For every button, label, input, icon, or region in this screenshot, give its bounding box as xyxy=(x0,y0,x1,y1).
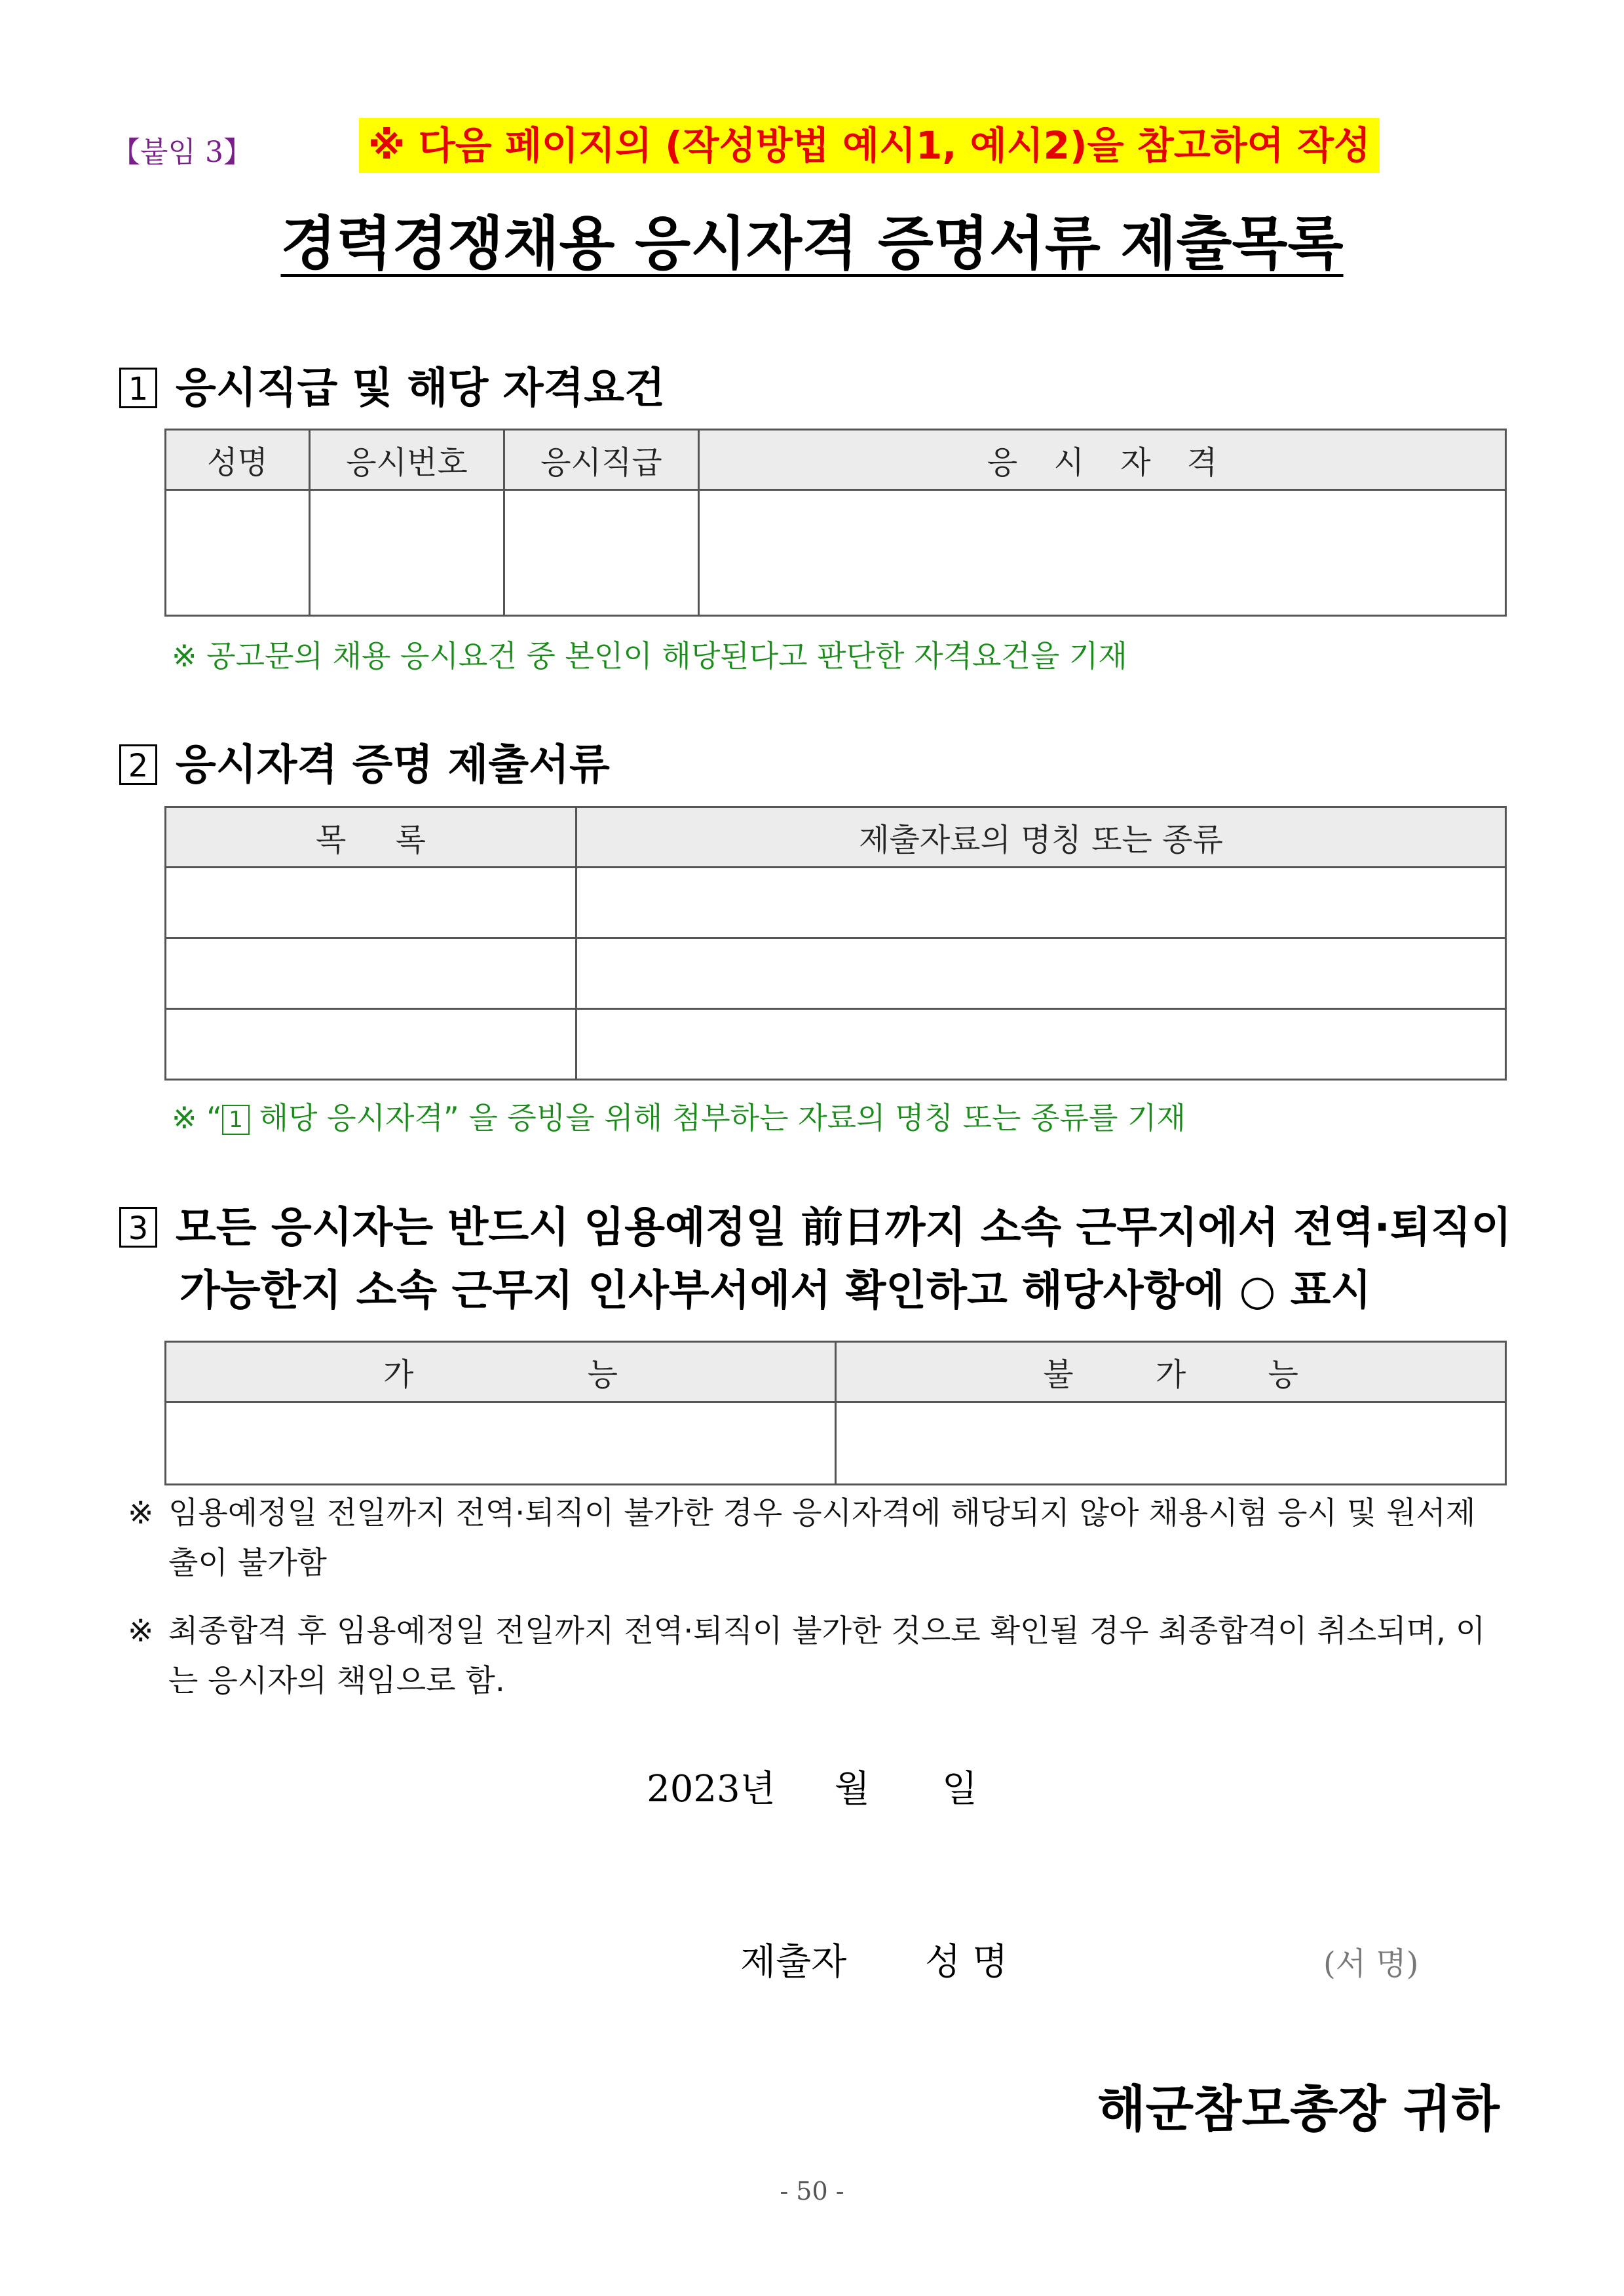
col-name: 성명 xyxy=(166,430,310,490)
document-name-cell[interactable] xyxy=(576,868,1506,938)
section2-note-suffix: 해당 응시자격” 을 증빙을 위해 첨부하는 자료의 명칭 또는 종류를 기재 xyxy=(250,1100,1186,1136)
submitter-line xyxy=(740,1933,1008,1985)
possible-cell[interactable] xyxy=(166,1402,836,1485)
col-impossible: 불 가 능 xyxy=(836,1342,1506,1402)
section2-heading xyxy=(119,734,610,797)
attachment-label: 【붙임 3】 xyxy=(111,136,252,169)
section3-heading-line2: 가능한지 소속 근무지 인사부서에서 확인하고 해당사항에 ○ 표시 xyxy=(179,1267,1372,1315)
section3-note-1-text: 임용예정일 전일까지 전역·퇴직이 불가한 경우 응시자격에 해당되지 않아 채용시험 응시 및 원서제출이 불가함 xyxy=(168,1495,1476,1581)
date-month: 월 xyxy=(834,1768,870,1810)
section2-note-ref: 1 xyxy=(222,1105,250,1135)
col-exam-number: 응시번호 xyxy=(310,430,504,490)
documents-table xyxy=(164,806,1507,1081)
recipient: 해군참모총장 귀하 xyxy=(1097,2080,1500,2138)
note-mark: ※ xyxy=(128,1613,154,1649)
list-cell[interactable] xyxy=(166,1009,576,1080)
section1-heading xyxy=(119,357,665,420)
table-row xyxy=(166,868,1506,938)
section3-note-2-text: 최종합격 후 임용예정일 전일까지 전역·퇴직이 불가한 것으로 확인될 경우 최종합격이 취소되며, 이는 응시자의 책임으로 함. xyxy=(168,1613,1486,1699)
section3-heading-text-a: 모든 응시자는 반드시 임용예정일 xyxy=(176,1204,801,1252)
discharge-table xyxy=(164,1341,1507,1485)
submission-date xyxy=(0,1760,1624,1812)
list-cell[interactable] xyxy=(166,938,576,1009)
page-number: - 50 - xyxy=(780,2177,844,2206)
section3-heading xyxy=(119,1196,1511,1322)
table-row xyxy=(166,938,1506,1009)
note-mark: ※ xyxy=(128,1495,154,1531)
impossible-cell[interactable] xyxy=(836,1402,1506,1485)
section1-note: ※ 공고문의 채용 응시요건 중 본인이 해당된다고 판단한 자격요건을 기재 xyxy=(172,638,1127,674)
submitter-label: 제출자 xyxy=(740,1941,847,1983)
document-title-text: 경력경쟁채용 응시자격 증명서류 제출목록 xyxy=(280,210,1344,277)
col-document-name: 제출자료의 명칭 또는 종류 xyxy=(576,807,1506,868)
section3-heading-hanja: 前日 xyxy=(801,1203,885,1252)
section2-note-prefix: ※ “ xyxy=(172,1100,222,1136)
section3-note-1 xyxy=(128,1489,1505,1588)
section1-heading-text: 응시직급 및 해당 자격요건 xyxy=(176,364,665,413)
document-name-cell[interactable] xyxy=(576,938,1506,1009)
instruction-notice: ※ 다음 페이지의 (작성방법 예시1, 예시2)을 참고하여 작성 xyxy=(359,118,1380,173)
col-possible: 가 능 xyxy=(166,1342,836,1402)
date-day: 일 xyxy=(941,1768,977,1810)
document-title xyxy=(0,198,1624,280)
qualification-cell[interactable] xyxy=(699,490,1506,616)
name-label: 성 명 xyxy=(925,1941,1008,1983)
section3-heading-line1 xyxy=(119,1196,1511,1259)
document-name-cell[interactable] xyxy=(576,1009,1506,1080)
section3-number: 3 xyxy=(119,1207,157,1248)
section1-number: 1 xyxy=(119,368,157,408)
col-exam-grade: 응시직급 xyxy=(504,430,699,490)
section2-heading-text: 응시자격 증명 제출서류 xyxy=(176,741,610,790)
col-qualification: 응 시 자 격 xyxy=(699,430,1506,490)
name-cell[interactable] xyxy=(166,490,310,616)
exam-grade-cell[interactable] xyxy=(504,490,699,616)
section3-note-2 xyxy=(128,1607,1505,1706)
exam-number-cell[interactable] xyxy=(310,490,504,616)
table-row xyxy=(166,1009,1506,1080)
col-list: 목 록 xyxy=(166,807,576,868)
section2-number: 2 xyxy=(119,744,157,785)
signature-label: (서 명) xyxy=(1323,1945,1419,1982)
section2-note xyxy=(172,1094,1186,1138)
qualification-table xyxy=(164,429,1507,617)
date-year: 2023년 xyxy=(647,1768,776,1810)
section3-heading-text-b: 까지 소속 근무지에서 전역·퇴직이 xyxy=(884,1204,1512,1252)
list-cell[interactable] xyxy=(166,868,576,938)
